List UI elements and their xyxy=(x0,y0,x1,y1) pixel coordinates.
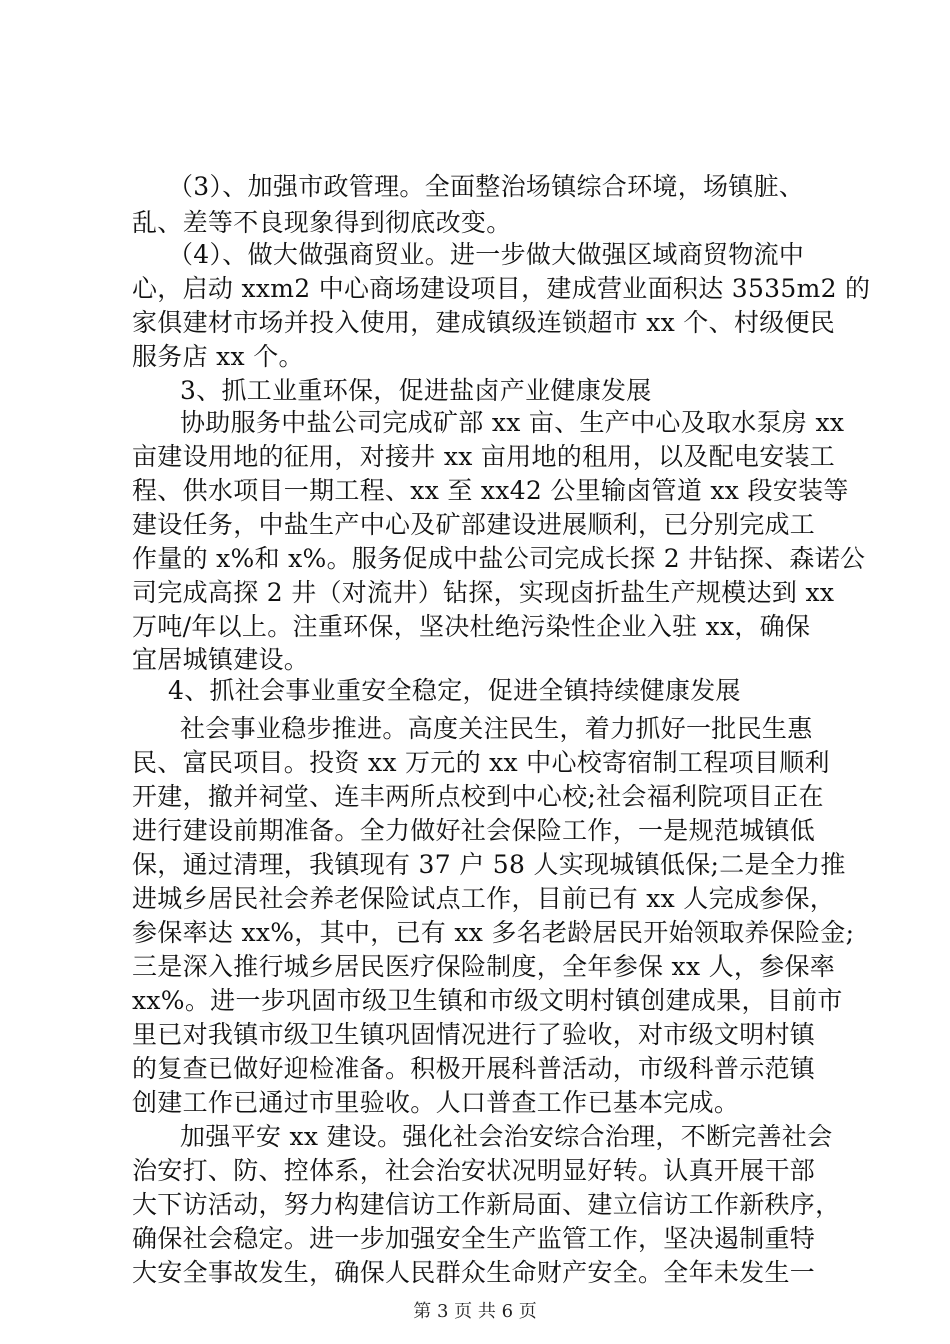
text-line: 建设任务，中盐生产中心及矿部建设进展顺利，已分别完成工 xyxy=(132,510,816,539)
text-line: 进城乡居民社会养老保险试点工作，目前已有 xx 人完成参保， xyxy=(132,884,836,913)
text-line: 治安打、防、控体系，社会治安状况明显好转。认真开展干部 xyxy=(132,1156,816,1185)
text-line: 保，通过清理，我镇现有 37 户 58 人实现城镇低保;二是全力推 xyxy=(132,850,846,879)
text-line: 民、富民项目。投资 xx 万元的 xx 中心校寄宿制工程项目顺利 xyxy=(132,748,830,777)
text-line: 亩建设用地的征用，对接井 xx 亩用地的租用，以及配电安装工 xyxy=(132,442,836,471)
page-number: 第 3 页 共 6 页 xyxy=(413,1301,537,1322)
text-line: 万吨/年以上。注重环保，坚决杜绝污染性企业入驻 xx，确保 xyxy=(132,612,811,641)
text-line: 宜居城镇建设。 xyxy=(132,645,310,674)
text-line: 里已对我镇市级卫生镇巩固情况进行了验收，对市级文明村镇 xyxy=(132,1020,816,1049)
text-line: 作量的 x%和 x%。服务促成中盐公司完成长探 2 井钻探、森诺公 xyxy=(132,544,866,573)
text-line: 确保社会稳定。进一步加强安全生产监管工作，坚决遏制重特 xyxy=(132,1224,816,1253)
text-line: 协助服务中盐公司完成矿部 xx 亩、生产中心及取水泵房 xx xyxy=(180,408,845,437)
section-heading: 4、抓社会事业重安全稳定，促进全镇持续健康发展 xyxy=(168,676,741,705)
text-line: 程、供水项目一期工程、xx 至 xx42 公里输卤管道 xx 段安装等 xyxy=(132,476,849,505)
text-line: 社会事业稳步推进。高度关注民生，着力抓好一批民生惠 xyxy=(180,714,813,743)
text-line: xx%。进一步巩固市级卫生镇和市级文明村镇创建成果，目前市 xyxy=(132,986,843,1015)
text-line: （4）、做大做强商贸业。进一步做大做强区域商贸物流中 xyxy=(168,240,805,269)
text-line: 加强平安 xx 建设。强化社会治安综合治理，不断完善社会 xyxy=(180,1122,833,1151)
text-line: 大下访活动，努力构建信访工作新局面、建立信访工作新秩序， xyxy=(132,1190,841,1219)
text-line: 创建工作已通过市里验收。人口普查工作已基本完成。 xyxy=(132,1088,740,1117)
section-heading: 3、抓工业重环保，促进盐卤产业健康发展 xyxy=(180,376,652,405)
text-line: 乱、差等不良现象得到彻底改变。 xyxy=(132,208,512,237)
text-line: 大安全事故发生，确保人民群众生命财产安全。全年未发生一 xyxy=(132,1258,816,1287)
text-line: 家俱建材市场并投入使用，建成镇级连锁超市 xx 个、村级便民 xyxy=(132,308,836,337)
text-line: （3）、加强市政管理。全面整治场镇综合环境，场镇脏、 xyxy=(168,172,805,201)
text-line: 服务店 xx 个。 xyxy=(132,342,304,371)
text-line: 的复查已做好迎检准备。积极开展科普活动，市级科普示范镇 xyxy=(132,1054,816,1083)
text-line: 心，启动 xxm2 中心商场建设项目，建成营业面积达 3535m2 的 xyxy=(132,274,871,303)
text-line: 进行建设前期准备。全力做好社会保险工作，一是规范城镇低 xyxy=(132,816,816,845)
text-line: 参保率达 xx%，其中，已有 xx 多名老龄居民开始领取养保险金; xyxy=(132,918,855,947)
text-line: 开建，撤并祠堂、连丰两所点校到中心校;社会福利院项目正在 xyxy=(132,782,824,811)
text-line: 三是深入推行城乡居民医疗保险制度，全年参保 xx 人，参保率 xyxy=(132,952,836,981)
text-line: 司完成高探 2 井（对流井）钻探，实现卤折盐生产规模达到 xx xyxy=(132,578,835,607)
